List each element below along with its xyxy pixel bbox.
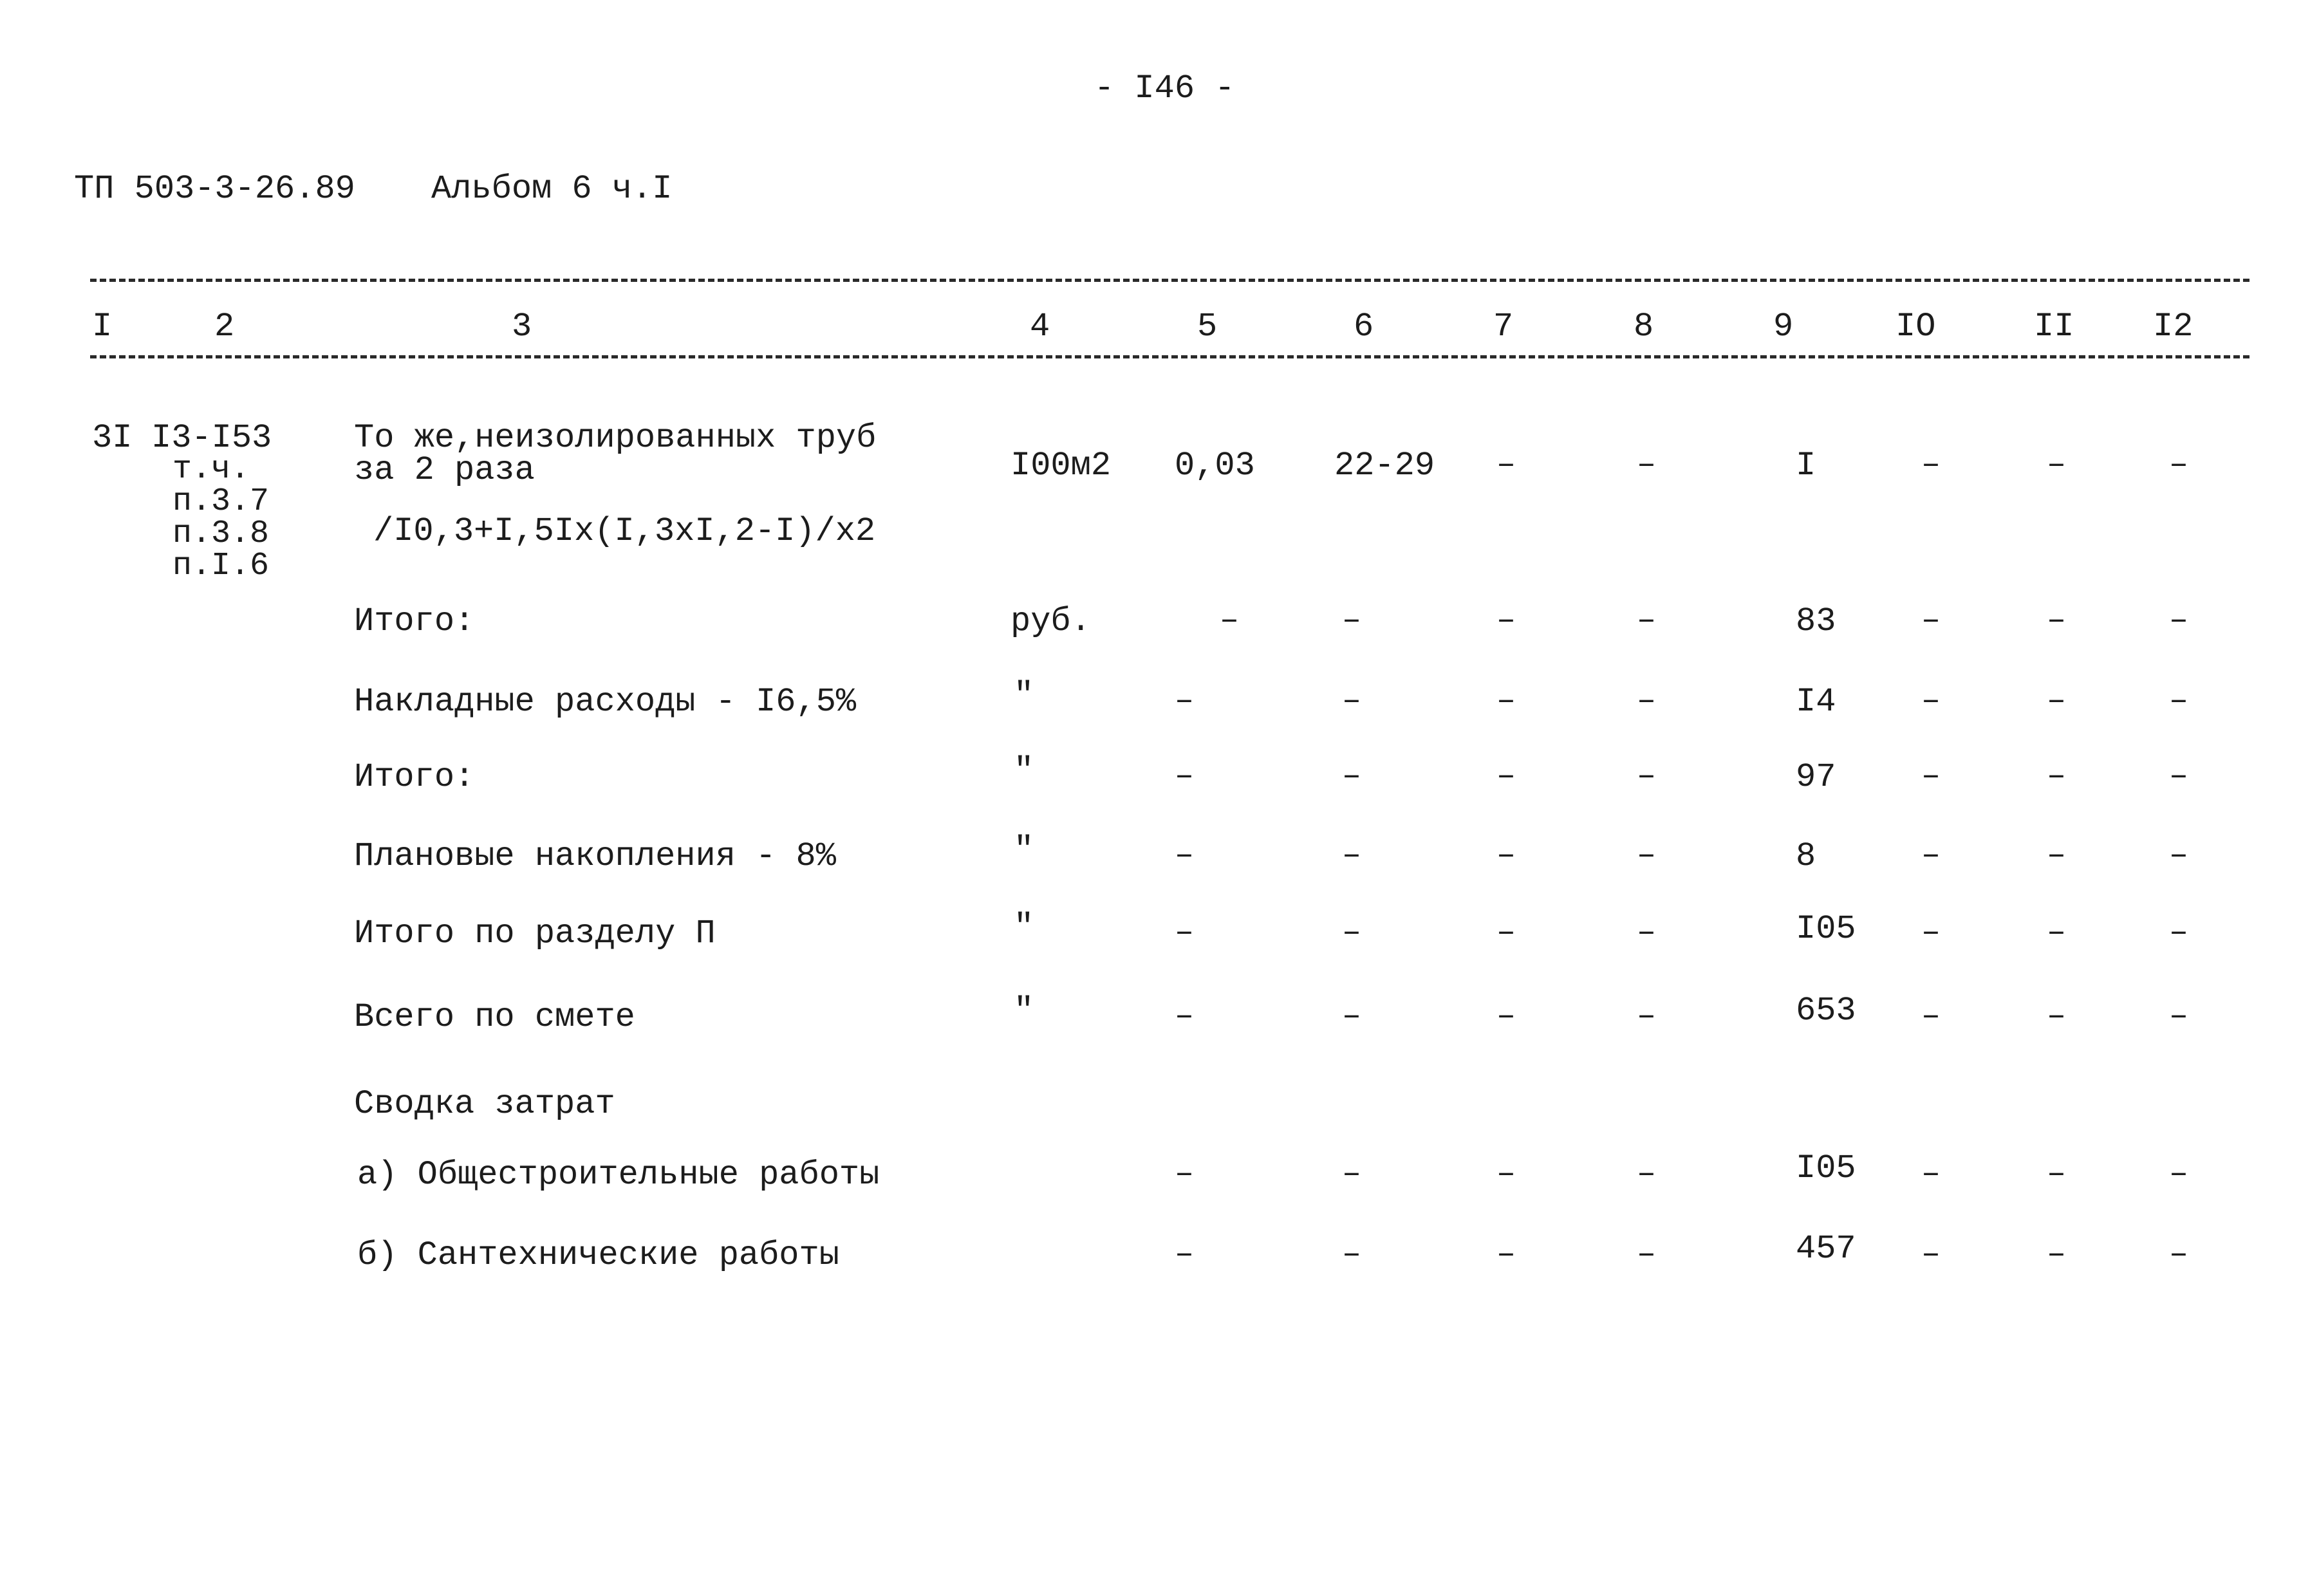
row-col9: 97 bbox=[1796, 758, 1836, 796]
item-col10: – bbox=[1921, 447, 1941, 483]
item-number: 3I bbox=[92, 419, 133, 457]
item-ref: п.3.7 bbox=[172, 483, 270, 520]
row-col7: – bbox=[1496, 837, 1516, 874]
summary-col12: – bbox=[2168, 1236, 2188, 1273]
col-header-3: 3 bbox=[512, 308, 532, 346]
row-label: Всего по смете bbox=[354, 998, 635, 1036]
row-unit: " bbox=[1014, 676, 1034, 714]
row-label: Плановые накопления - 8% bbox=[354, 837, 836, 875]
col-header-10: IO bbox=[1895, 308, 1936, 346]
item-col9: I bbox=[1796, 447, 1816, 485]
item-quantity: 0,03 bbox=[1175, 447, 1255, 485]
row-col5: – bbox=[1219, 602, 1239, 639]
row-col6: – bbox=[1341, 998, 1361, 1035]
row-col6: – bbox=[1341, 914, 1361, 951]
row-col5: – bbox=[1174, 683, 1194, 719]
row-col8: – bbox=[1636, 683, 1656, 719]
row-col7: – bbox=[1496, 602, 1516, 639]
col-header-12: I2 bbox=[2153, 308, 2193, 346]
row-unit: " bbox=[1014, 992, 1034, 1030]
summary-col7: – bbox=[1496, 1156, 1516, 1192]
summary-col9: 457 bbox=[1796, 1230, 1856, 1268]
item-description: То же,неизолированных труб bbox=[354, 419, 877, 457]
row-col10: – bbox=[1921, 683, 1941, 719]
item-col8: – bbox=[1636, 447, 1656, 483]
row-col6: – bbox=[1341, 683, 1361, 719]
row-col6: – bbox=[1341, 602, 1361, 639]
row-col7: – bbox=[1496, 683, 1516, 719]
header-top-rule bbox=[90, 279, 2249, 282]
header-bottom-rule bbox=[90, 355, 2249, 358]
document-code: ТП 503-3-26.89 bbox=[74, 170, 355, 208]
item-col7: – bbox=[1496, 447, 1516, 483]
col-header-4: 4 bbox=[1030, 308, 1050, 346]
row-col11: – bbox=[2046, 837, 2066, 874]
row-unit: руб. bbox=[1010, 602, 1091, 640]
summary-col10: – bbox=[1921, 1156, 1941, 1192]
item-ref: п.I.6 bbox=[172, 548, 270, 584]
row-col8: – bbox=[1636, 602, 1656, 639]
row-col5: – bbox=[1174, 758, 1194, 795]
summary-title: Сводка затрат bbox=[354, 1085, 615, 1123]
item-price: 22-29 bbox=[1334, 447, 1435, 485]
row-col11: – bbox=[2046, 683, 2066, 719]
item-col11: – bbox=[2046, 447, 2066, 483]
row-col6: – bbox=[1341, 758, 1361, 795]
page-number: - I46 - bbox=[1094, 70, 1235, 107]
row-col8: – bbox=[1636, 914, 1656, 951]
row-col10: – bbox=[1921, 602, 1941, 639]
row-col9: I4 bbox=[1796, 683, 1836, 721]
summary-col6: – bbox=[1341, 1156, 1361, 1192]
item-description-cont: за 2 раза bbox=[354, 451, 535, 489]
row-col12: – bbox=[2168, 837, 2188, 874]
item-col12: – bbox=[2168, 447, 2188, 483]
summary-col10: – bbox=[1921, 1236, 1941, 1273]
item-ref: п.3.8 bbox=[172, 515, 270, 552]
row-col7: – bbox=[1496, 998, 1516, 1035]
summary-col7: – bbox=[1496, 1236, 1516, 1273]
row-label: Итого: bbox=[354, 602, 475, 640]
row-col10: – bbox=[1921, 914, 1941, 951]
row-col11: – bbox=[2046, 998, 2066, 1035]
row-col12: – bbox=[2168, 683, 2188, 719]
row-col11: – bbox=[2046, 758, 2066, 795]
summary-col6: – bbox=[1341, 1236, 1361, 1273]
row-col8: – bbox=[1636, 758, 1656, 795]
item-unit: I00м2 bbox=[1010, 447, 1112, 485]
row-unit: " bbox=[1014, 752, 1034, 790]
summary-label: а) Общестроительные работы bbox=[357, 1156, 880, 1194]
row-label: Итого: bbox=[354, 758, 475, 796]
summary-col5: – bbox=[1174, 1236, 1194, 1273]
row-unit: " bbox=[1014, 831, 1034, 869]
summary-col8: – bbox=[1636, 1156, 1656, 1192]
row-col11: – bbox=[2046, 602, 2066, 639]
row-col12: – bbox=[2168, 758, 2188, 795]
col-header-8: 8 bbox=[1634, 308, 1654, 346]
col-header-11: II bbox=[2034, 308, 2074, 346]
summary-col12: – bbox=[2168, 1156, 2188, 1192]
item-code: I3-I53 bbox=[151, 419, 272, 457]
row-col8: – bbox=[1636, 998, 1656, 1035]
row-col12: – bbox=[2168, 914, 2188, 951]
col-header-5: 5 bbox=[1197, 308, 1218, 346]
col-header-7: 7 bbox=[1493, 308, 1514, 346]
summary-col8: – bbox=[1636, 1236, 1656, 1273]
row-col10: – bbox=[1921, 758, 1941, 795]
col-header-2: 2 bbox=[214, 308, 235, 346]
album-label: Альбом 6 ч.I bbox=[431, 170, 673, 208]
row-col12: – bbox=[2168, 998, 2188, 1035]
row-label: Итого по разделу П bbox=[354, 914, 716, 952]
row-col5: – bbox=[1174, 998, 1194, 1035]
row-col11: – bbox=[2046, 914, 2066, 951]
row-col8: – bbox=[1636, 837, 1656, 874]
row-col9: 83 bbox=[1796, 602, 1836, 640]
summary-col11: – bbox=[2046, 1236, 2066, 1273]
row-col5: – bbox=[1174, 914, 1194, 951]
summary-col11: – bbox=[2046, 1156, 2066, 1192]
row-unit: " bbox=[1014, 908, 1034, 946]
row-col10: – bbox=[1921, 998, 1941, 1035]
col-header-1: I bbox=[92, 308, 113, 346]
row-col12: – bbox=[2168, 602, 2188, 639]
row-label: Накладные расходы - I6,5% bbox=[354, 683, 857, 721]
row-col9: I05 bbox=[1796, 910, 1856, 948]
row-col7: – bbox=[1496, 914, 1516, 951]
col-header-6: 6 bbox=[1354, 308, 1374, 346]
row-col7: – bbox=[1496, 758, 1516, 795]
col-header-9: 9 bbox=[1773, 308, 1794, 346]
item-ref: т.ч. bbox=[172, 451, 250, 488]
row-col9: 8 bbox=[1796, 837, 1816, 875]
item-formula: /I0,3+I,5Iх(I,3хI,2-I)/х2 bbox=[373, 512, 876, 550]
row-col6: – bbox=[1341, 837, 1361, 874]
summary-col9: I05 bbox=[1796, 1149, 1856, 1187]
row-col9: 653 bbox=[1796, 992, 1856, 1030]
row-col5: – bbox=[1174, 837, 1194, 874]
row-col10: – bbox=[1921, 837, 1941, 874]
summary-col5: – bbox=[1174, 1156, 1194, 1192]
summary-label: б) Сантехнические работы bbox=[357, 1236, 839, 1274]
